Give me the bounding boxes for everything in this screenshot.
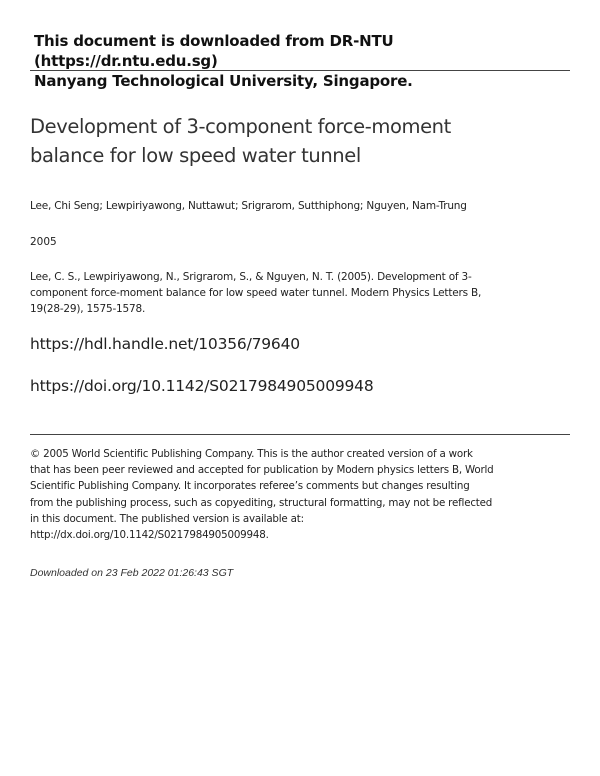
document-title: Development of 3-component force-moment balance for low speed water tunnel [30,115,451,167]
download-timestamp: Downloaded on 23 Feb 2022 01:26:43 SGT [30,567,234,579]
header-institution-line: Nanyang Technological University, Singapore. [34,72,413,90]
author-list: Lee, Chi Seng; Lewpiriyawong, Nuttawut; Srigrarom, Sutthiphong; Nguyen, Nam-Trung [30,200,467,212]
citation-text: Lee, C. S., Lewpiriyawong, N., Srigrarom, S., & Nguyen, N. T. (2005). Development of 3-component force-moment balance for low speed water tunnel. Modern Physics Letters B, 19(28-29), 1575-1578. [30,271,482,316]
handle-link[interactable]: https://hdl.handle.net/10356/79640 [30,335,300,353]
copyright-notice: © 2005 World Scientific Publishing Company. This is the author created version of a work that has been peer reviewed and accepted for publication by Modern physics letters B, World Scientific Publishing Company. It incorporates referee’s comments but changes resulting from the publishing process, such as copyediting, structural formatting, may not be reflected in this document. The published version is available at: http://dx.doi.org/10.1142/S0217984905009948. [30,448,494,542]
doi-link[interactable]: https://doi.org/10.1142/S0217984905009948 [30,377,374,395]
header-divider [30,70,570,71]
publication-year: 2005 [30,236,57,248]
section-divider [30,434,570,435]
header-source-line: This document is downloaded from DR-NTU (https://dr.ntu.edu.sg) [34,32,394,70]
download-header [34,31,568,91]
